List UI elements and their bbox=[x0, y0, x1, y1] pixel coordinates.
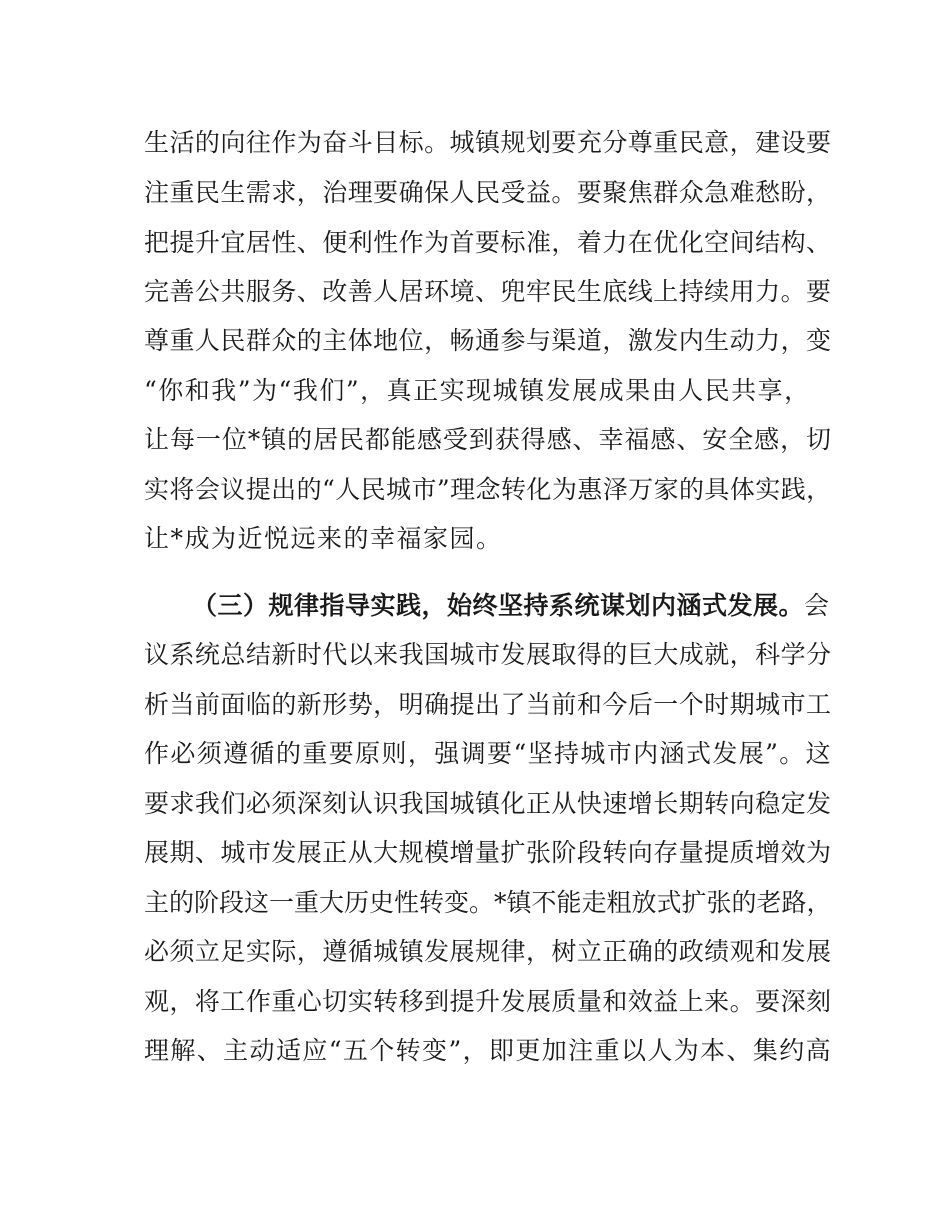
text-line: 必须立足实际，遵循城镇发展规律，树立正确的政绩观和发展 bbox=[144, 937, 832, 966]
text-line: 要求我们必须深刻认识我国城镇化正从快速增长期转向稳定发 bbox=[144, 789, 832, 818]
text-line: 析当前面临的新形势，明确提出了当前和今后一个时期城市工 bbox=[144, 690, 832, 719]
text-line: 观，将工作重心切实转移到提升发展质量和效益上来。要深刻 bbox=[144, 987, 832, 1016]
text-line: 把提升宜居性、便利性作为首要标准，着力在优化空间结构、 bbox=[144, 228, 832, 257]
text-line: 生活的向往作为奋斗目标。城镇规划要充分尊重民意，建设要 bbox=[144, 128, 832, 157]
text-line: “你和我”为“我们”，真正实现城镇发展成果由人民共享， bbox=[144, 376, 811, 405]
text-line-rest: 会 bbox=[804, 591, 831, 620]
text-line: 注重民生需求，治理要确保人民受益。要聚焦群众急难愁盼， bbox=[144, 178, 832, 207]
text-line: 尊重人民群众的主体地位，畅通参与渠道，激发内生动力，变 bbox=[144, 326, 832, 355]
text-line: 完善公共服务、改善人居环境、兜牢民生底线上持续用力。要 bbox=[144, 277, 832, 306]
text-line: 让*成为近悦远来的幸福家园。 bbox=[144, 524, 503, 553]
text-line: 作必须遵循的重要原则，强调要“坚持城市内涵式发展”。这 bbox=[144, 739, 833, 768]
section-heading-line bbox=[192, 591, 831, 621]
section-heading: （三）规律指导实践，始终坚持系统谋划内涵式发展。 bbox=[192, 591, 805, 620]
text-line: 展期、城市发展正从大规模增量扩张阶段转向存量提质增效为 bbox=[144, 838, 832, 867]
text-line: 主的阶段这一重大历史性转变。*镇不能走粗放式扩张的老路， bbox=[144, 888, 832, 917]
text-line: 实将会议提出的“人民城市”理念转化为惠泽万家的具体实践， bbox=[144, 475, 832, 504]
text-line: 理解、主动适应“五个转变”，即更加注重以人为本、集约高 bbox=[144, 1036, 833, 1065]
text-line: 让每一位*镇的居民都能感受到获得感、幸福感、安全感，切 bbox=[144, 425, 833, 454]
text-line: 议系统总结新时代以来我国城市发展取得的巨大成就，科学分 bbox=[144, 640, 832, 669]
